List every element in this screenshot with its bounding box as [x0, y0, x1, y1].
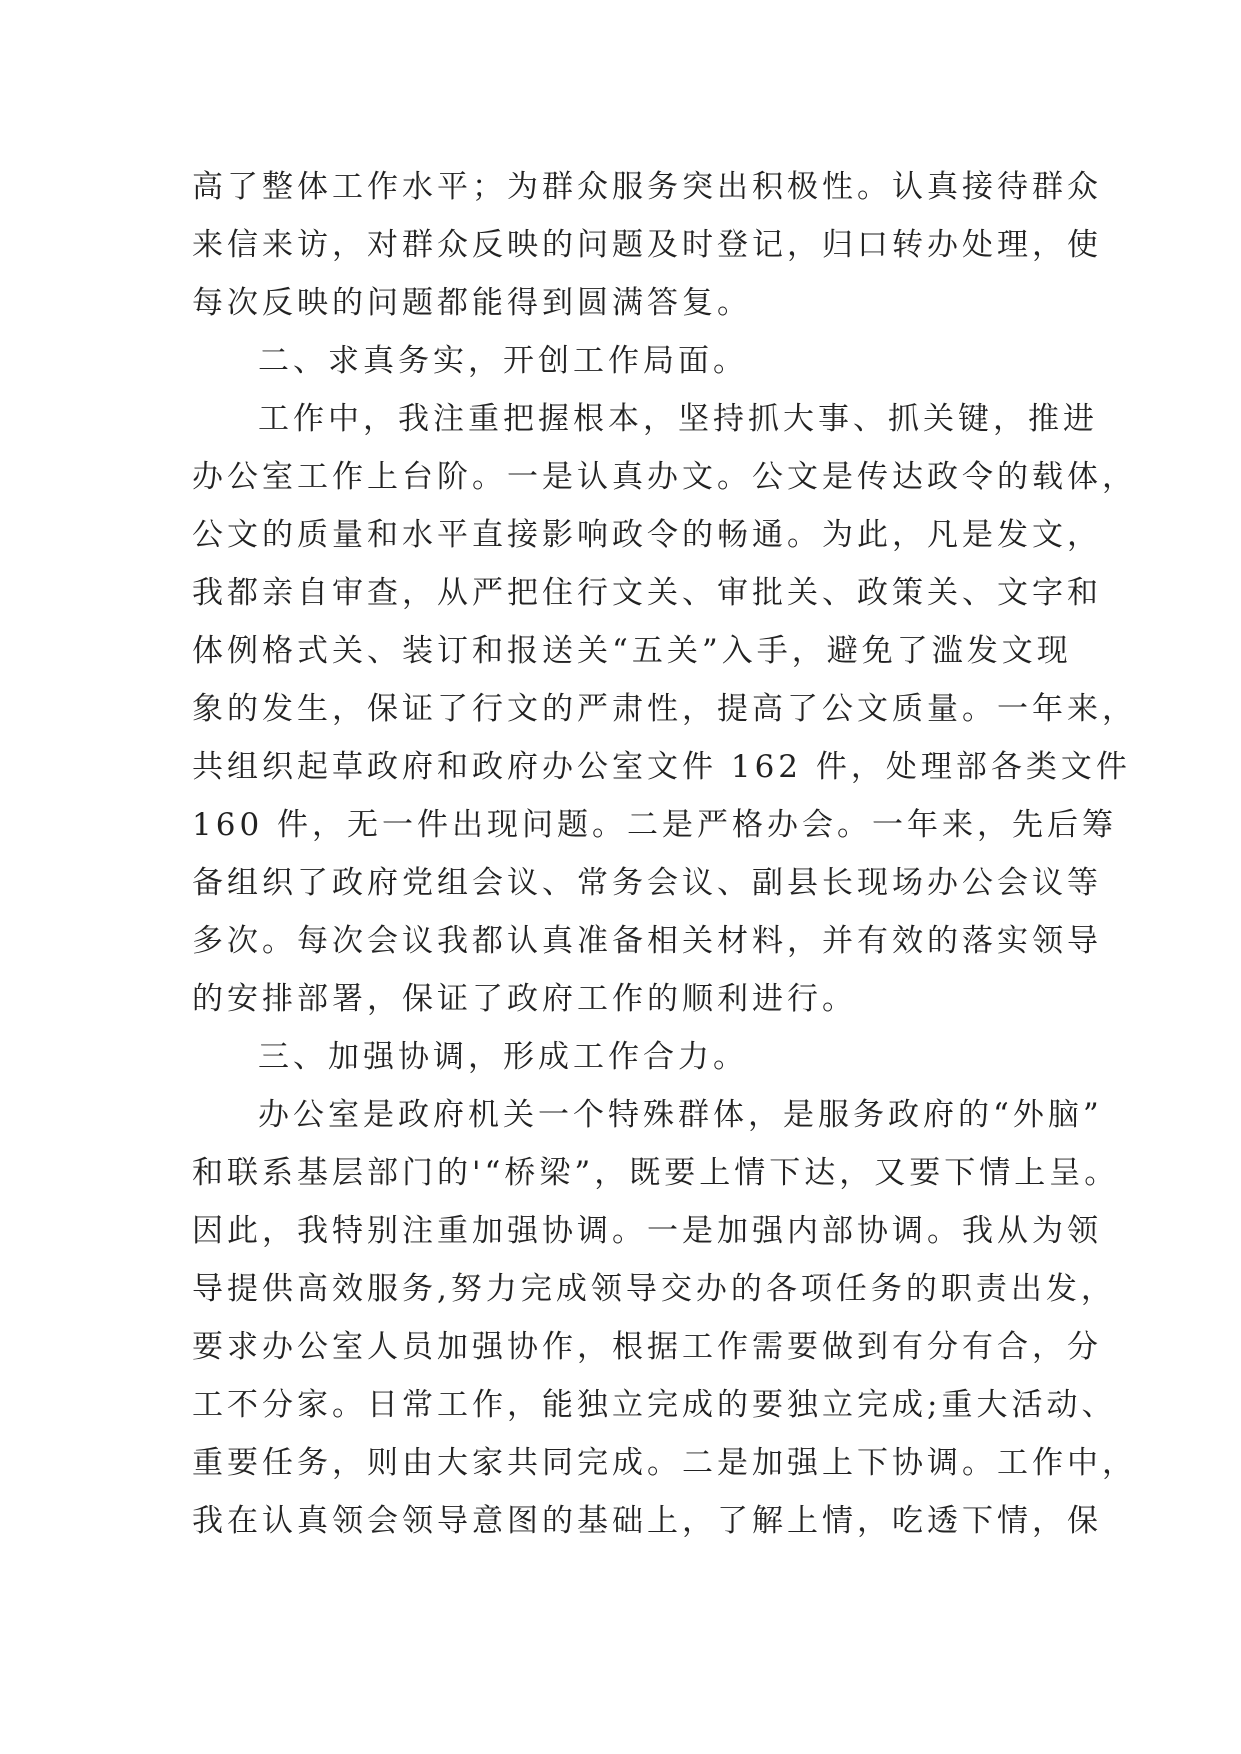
section-heading: 三、加强协调，形成工作合力。 — [258, 1039, 748, 1075]
text-line: 每次反映的问题都能得到圆满答复。 — [192, 285, 752, 321]
text-line: 我在认真领会领导意图的基础上，了解上情，吃透下情，保 — [192, 1503, 1102, 1539]
text-line: 共组织起草政府和政府办公室文件 162 件，处理部各类文件 — [192, 749, 1131, 785]
paragraph-start-line: 办公室是政府机关一个特殊群体，是服务政府的“外脑” — [258, 1097, 1103, 1133]
text-line: 因此，我特别注重加强协调。一是加强内部协调。我从为领 — [192, 1213, 1102, 1249]
document-body — [192, 158, 1137, 1550]
text-line: 要求办公室人员加强协作，根据工作需要做到有分有合，分 — [192, 1329, 1102, 1365]
section-heading: 二、求真务实，开创工作局面。 — [258, 343, 748, 379]
text-line: 多次。每次会议我都认真准备相关材料，并有效的落实领导 — [192, 923, 1102, 959]
text-line: 公文的质量和水平直接影响政令的畅通。为此，凡是发文， — [192, 517, 1102, 553]
text-line: 工不分家。日常工作，能独立完成的要独立完成;重大活动、 — [192, 1387, 1117, 1423]
text-line: 和联系基层部门的'“桥梁”，既要上情下达，又要下情上呈。 — [192, 1155, 1120, 1191]
text-line: 体例格式关、装订和报送关“五关”入手，避免了滥发文现 — [192, 633, 1072, 669]
text-line: 象的发生，保证了行文的严肃性，提高了公文质量。一年来， — [192, 691, 1137, 727]
text-line: 备组织了政府党组会议、常务会议、副县长现场办公会议等 — [192, 865, 1102, 901]
text-line: 导提供高效服务,努力完成领导交办的各项任务的职责出发， — [192, 1271, 1116, 1307]
text-line: 办公室工作上台阶。一是认真办文。公文是传达政令的载体， — [192, 459, 1137, 495]
text-line: 来信来访，对群众反映的问题及时登记，归口转办处理，使 — [192, 227, 1102, 263]
text-line: 重要任务，则由大家共同完成。二是加强上下协调。工作中， — [192, 1445, 1137, 1481]
text-line: 的安排部署，保证了政府工作的顺利进行。 — [192, 981, 857, 1017]
text-line: 我都亲自审查，从严把住行文关、审批关、政策关、文字和 — [192, 575, 1102, 611]
paragraph-start-line: 工作中，我注重把握根本，坚持抓大事、抓关键，推进 — [258, 401, 1098, 437]
text-line: 高了整体工作水平；为群众服务突出积极性。认真接待群众 — [192, 169, 1102, 205]
text-line: 160 件，无一件出现问题。二是严格办会。一年来，先后筹 — [192, 807, 1118, 843]
